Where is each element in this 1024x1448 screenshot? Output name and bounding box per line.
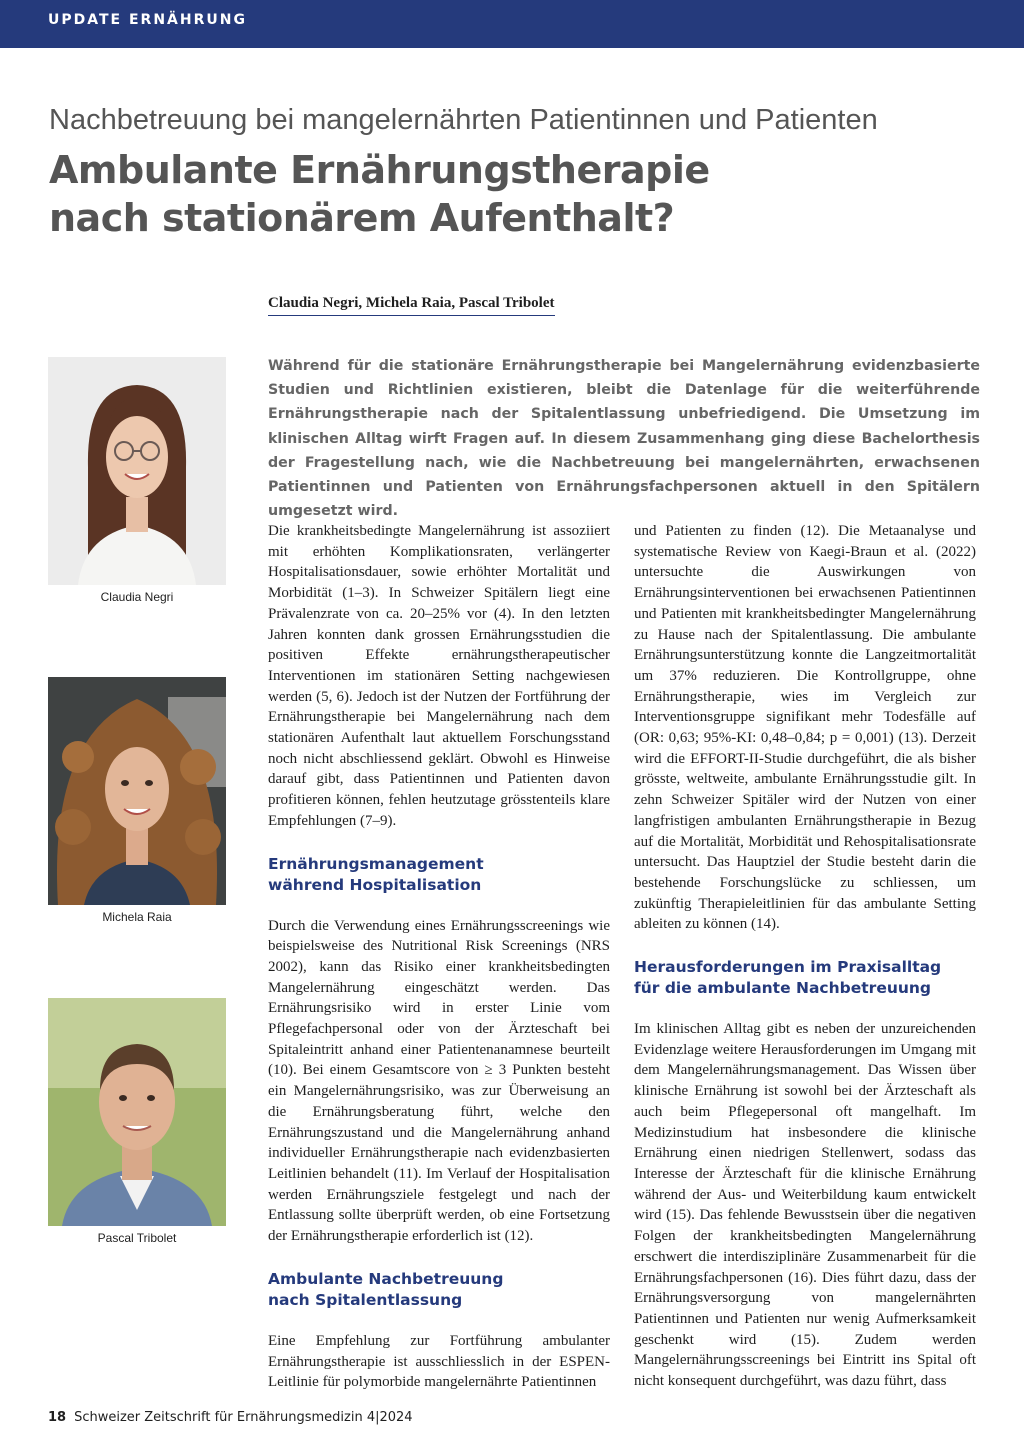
section-heading-challenges xyxy=(634,957,976,999)
section-heading-ambulant xyxy=(268,1269,610,1311)
journal-name: Schweizer Zeitschrift für Ernährungsmedizin 4|2024 xyxy=(74,1410,413,1425)
section-heading-challenges-line-2: für die ambulante Nachbetreuung xyxy=(634,979,932,998)
article-kicker: Nachbetreuung bei mangelernährten Patientinnen und Patienten xyxy=(49,104,878,136)
article-authors: Claudia Negri, Michela Raia, Pascal Tribolet xyxy=(268,295,555,316)
section-heading-hospitalisation-line-2: während Hospitalisation xyxy=(268,875,482,894)
author-caption-michela: Michela Raia xyxy=(102,910,172,924)
body-paragraph-2: Durch die Verwendung eines Ernährungsscreenings wie beispielsweise des Nutritional Risk Screenings (NRS 2002), kann das Risiko einer krankheitsbedingten Mangelernährung eingeschätzt werden. Das Ernährungsrisiko wird in erster Linie vom Pflegefachpersonal oder von der Ärzteschaft bei Spitaleintritt anhand einer Patientenanamnese beurteilt (10). Bei einem Gesamtscore von ≥ 3 Punkten besteht ein Mangelernährungsrisiko, was zur Überweisung an die Ernährungsberatung führt, welche den Ernährungszustand und die Mangelernährung anhand individueller Ernährungstherapie nach evidenzbasierten Leitlinien behandelt (11). Im Verlauf der Hospitalisation werden Ernährungsziele festgelegt und nach der Entlassung sollte überprüft werden, ob eine Fortsetzung der Ernährungstherapie erforderlich ist (12). xyxy=(268,917,610,1245)
article-title-line-2: nach stationärem Aufenthalt? xyxy=(49,196,675,240)
body-paragraph-1: Die krankheitsbedingte Mangelernährung ist assoziiert mit erhöhten Komplikationsraten, verlängerter Hospitalisationsdauer, sowie erhöhter Mortalität und Morbidität (1–3). In Schweizer Spitälern liegt eine Prävalenzrate von ca. 20–25% vor (4). In den letzten Jahren konnten dank grossen Ernährungsstudien die positiven Effekte ernährungstherapeutischer Interventionen im stationären Setting nachgewiesen werden (5, 6). Jedoch ist der Nutzen der Fortführung der Ernährungstherapie bei Mangelernährung nach dem stationären Aufenthalt laut aktuellem Forschungsstand noch nicht abschliessend geklärt. Obwohl es Hinweise darauf gibt, dass Patientinnen und Patienten davon profitieren können, fehlen heutzutage grösstenteils klare Empfehlungen (7–9). xyxy=(268,523,610,829)
page-footer xyxy=(48,1410,413,1425)
section-heading-ambulant-line-1: Ambulante Nachbetreuung xyxy=(268,1269,504,1288)
body-paragraph-4: und Patienten zu finden (12). Die Metaanalyse und systematische Review von Kaegi-Braun et al. (2022) untersuchte die Auswirkungen von Ernährungsinterventionen bei erwachsenen Patientinnen und Patienten mit krankheitsbedingter Mangelernährung zu Hause nach der Spitalentlassung. Die ambulante Ernährungsunterstützung konnte die Langzeitmortalität um 37% reduzieren. Die Kontrollgruppe, ohne Ernährungstherapie, wies im Vergleich zur Interventionsgruppe signifikant mehr Todesfälle auf (OR: 0,63; 95%-KI: 0,48–0,84; p = 0,001) (13). Derzeit wird die EFFORT-II-Studie durchgeführt, die als bisher grösste, weltweite, ambulante Ernährungsstudie gilt. In zehn Schweizer Spitäler wird der Nutzen von einer langfristigen ambulanten Ernährungstherapie in Bezug auf die Mortalität, Morbidität und Rehospitalisationsrate untersucht. Das Hauptziel der Studie besteht darin die bestehende Forschungslücke zu schliessen, um zukünftig Therapieleitlinien für das ambulante Setting ableiten zu können (14). xyxy=(634,523,976,933)
article-lead: Während für die stationäre Ernährungstherapie bei Mangelernährung evidenzbasierte Studien und Richtlinien existieren, bleibt die Datenlage für die weiterführende Ernährungstherapie nach der Spitalentlassung unbefriedigend. Die Umsetzung im klinischen Alltag wirft Fragen auf. In diesem Zusammenhang ging diese Bachelorthesis der Fragestellung nach, wie die Nachbetreuung bei mangelernährten, erwachsenen Patientinnen und Patienten von Ernährungsfachpersonen aktuell in den Spitälern umgesetzt wird. xyxy=(268,358,980,520)
section-heading-hospitalisation xyxy=(268,854,610,896)
author-photo-claudia xyxy=(48,357,226,585)
body-column-left xyxy=(268,521,610,1393)
article-title-line-1: Ambulante Ernährungstherapie xyxy=(49,148,710,192)
section-label: UPDATE ERNÄHRUNG xyxy=(48,12,247,28)
body-paragraph-5: Im klinischen Alltag gibt es neben der unzureichenden Evidenzlage weitere Herausforderungen im Umgang mit dem Mangelernährungsmanagement. Das Wissen über klinische Ernährung ist sowohl bei der Ärzteschaft als auch beim Pflegepersonal oft mangelhaft. Im Medizinstudium hat insbesondere die klinische Ernährung einen niedrigen Stellenwert, sodass das Interesse der Ärzteschaft für die klinische Ernährung während der Aus- und Weiterbildung kaum entwickelt wird (15). Das fehlende Bewusstsein über die negativen Folgen der krankheitsbedingten Mangelernährung erschwert die interdisziplinäre Zusammenarbeit für die Ernährungsfachpersonen (16). Dies führt dazu, dass der Ernährungsversorgung von mangelernährten Patientinnen und Patienten nur wenig Aufmerksamkeit geschenkt wird (15). Zudem werden Mangelernährungsscreenings bei Eintritt ins Spital oft nicht konsequent durchgeführt, was dazu führt, dass xyxy=(634,1021,976,1390)
author-photo-pascal xyxy=(48,998,226,1226)
section-heading-hospitalisation-line-1: Ernährungsmanagement xyxy=(268,854,484,873)
author-caption-claudia: Claudia Negri xyxy=(100,590,174,604)
section-heading-ambulant-line-2: nach Spitalentlassung xyxy=(268,1290,463,1309)
section-heading-challenges-line-1: Herausforderungen im Praxisalltag xyxy=(634,958,942,977)
author-photo-michela xyxy=(48,677,226,905)
section-banner xyxy=(0,0,1024,48)
page-number: 18 xyxy=(48,1410,67,1425)
article-title xyxy=(49,146,989,242)
body-column-right xyxy=(634,521,976,1392)
author-caption-pascal: Pascal Tribolet xyxy=(97,1231,177,1245)
body-paragraph-3: Eine Empfehlung zur Fortführung ambulanter Ernährungstherapie ist ausschliesslich in der ESPEN-Leitlinie für polymorbide mangelernährte Patientinnen xyxy=(268,1332,610,1391)
